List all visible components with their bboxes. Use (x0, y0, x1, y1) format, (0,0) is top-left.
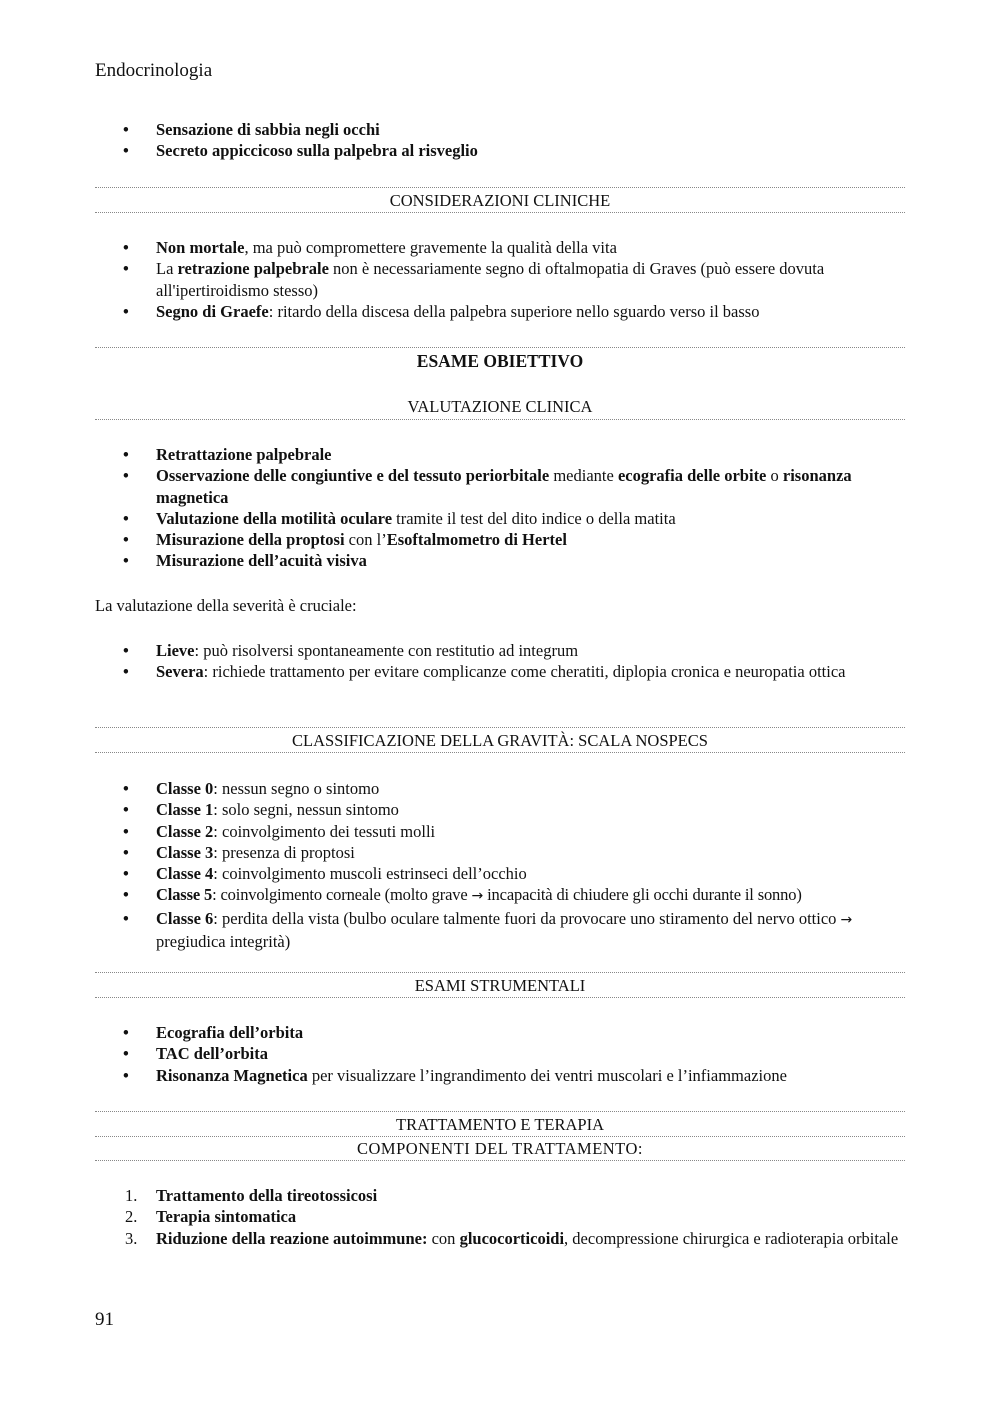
list-item: • Severa: richiede trattamento per evitare complicanze come cheratiti, diplopia cronica e neuropatia ottica (95, 661, 905, 682)
section-divider (95, 752, 905, 753)
list-item: • Sensazione di sabbia negli occhi (95, 119, 905, 140)
section-divider (95, 972, 905, 973)
list-item: • Retrattazione palpebrale (95, 444, 905, 465)
considerazioni-list (95, 237, 905, 322)
list-item: • Classe 2: coinvolgimento dei tessuti molli (95, 821, 905, 842)
arrow-right-icon: → (840, 911, 853, 928)
list-item: 3. Riduzione della reazione autoimmune: con glucocorticoidi, decompressione chirurgica e radioterapia orbitale (125, 1228, 899, 1248)
section-heading-considerazioni: CONSIDERAZIONI CLINICHE (389, 191, 611, 210)
severity-intro: La valutazione della severità è cruciale: (95, 596, 357, 615)
section-divider (95, 1111, 905, 1112)
list-item: 2. Terapia sintomatica (125, 1207, 297, 1227)
list-item: • Misurazione della proptosi con l’Esoftalmometro di Hertel (95, 529, 905, 550)
list-item: • Lieve: può risolversi spontaneamente con restitutio ad integrum (95, 640, 905, 661)
list-item: • Classe 5: coinvolgimento corneale (molto grave → incapacità di chiudere gli occhi durante il sonno) (95, 884, 905, 907)
valutazione-list (95, 444, 905, 572)
page-number: 91 (95, 1309, 114, 1330)
list-item: • La retrazione palpebrale non è necessariamente segno di oftalmopatia di Graves (può essere dovuta all'ipertiroidismo stesso) (95, 258, 905, 301)
section-heading-strumentali: ESAMI STRUMENTALI (414, 976, 586, 995)
list-item: • Secreto appiccicoso sulla palpebra al risveglio (95, 140, 905, 161)
list-item: • Osservazione delle congiuntive e del tessuto periorbitale mediante ecografia delle orbite o risonanza magnetica (95, 465, 905, 508)
list-item: • Ecografia dell’orbita (95, 1022, 905, 1043)
list-item: • Classe 4: coinvolgimento muscoli estrinseci dell’occhio (95, 863, 905, 884)
severity-list (95, 640, 905, 683)
list-item: • Classe 6: perdita della vista (bulbo oculare talmente fuori da provocare uno stiramento del nervo ottico → pregiudica integrità) (95, 908, 905, 953)
nospecs-list (95, 778, 905, 952)
list-item: • TAC dell’orbita (95, 1043, 905, 1064)
section-divider (95, 727, 905, 728)
list-item: • Segno di Graefe: ritardo della discesa della palpebra superiore nello sguardo verso il basso (95, 301, 905, 322)
section-divider (95, 212, 905, 213)
section-heading-esame: ESAME OBIETTIVO (416, 351, 584, 371)
section-divider (95, 419, 905, 420)
list-item: • Risonanza Magnetica per visualizzare l’ingrandimento dei ventri muscolari e l’infiammazione (95, 1065, 905, 1086)
section-heading-trattamento: TRATTAMENTO E TERAPIA (396, 1115, 604, 1134)
list-item: 1. Trattamento della tireotossicosi (125, 1186, 378, 1205)
strumentali-list (95, 1022, 905, 1086)
list-item: • Misurazione dell’acuità visiva (95, 550, 905, 571)
section-divider (95, 997, 905, 998)
section-heading-componenti: COMPONENTI DEL TRATTAMENTO: (357, 1139, 643, 1158)
treatment-list (95, 1185, 905, 1249)
list-item: • Valutazione della motilità oculare tramite il test del dito indice o della matita (95, 508, 905, 529)
list-item: • Non mortale, ma può compromettere gravemente la qualità della vita (95, 237, 905, 258)
running-header: Endocrinologia (95, 60, 213, 81)
section-divider (95, 1160, 905, 1161)
arrow-right-icon: → (471, 888, 484, 905)
list-item: • Classe 1: solo segni, nessun sintomo (95, 799, 905, 820)
section-divider (95, 187, 905, 188)
section-divider (95, 347, 905, 348)
section-heading-classificazione: CLASSIFICAZIONE DELLA GRAVITÀ: SCALA NOSPECS (292, 731, 708, 750)
section-heading-valutazione: VALUTAZIONE CLINICA (407, 397, 593, 416)
list-item: • Classe 0: nessun segno o sintomo (95, 778, 905, 799)
symptom-list (95, 119, 905, 162)
list-item: • Classe 3: presenza di proptosi (95, 842, 905, 863)
